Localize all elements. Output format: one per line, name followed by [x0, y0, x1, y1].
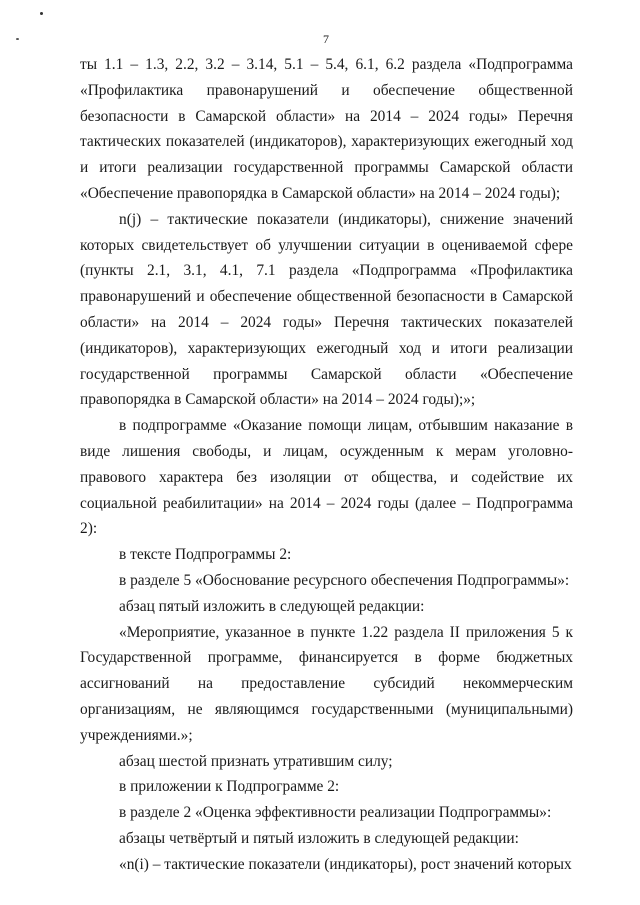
- document-body: [80, 52, 573, 878]
- paragraph-clauses-4-5: абзацы четвёртый и пятый изложить в следующей редакции:: [119, 829, 519, 847]
- paragraph-measure-quote: «Мероприятие, указанное в пункте 1.22 раздела II приложения 5 к Государственной программе, финансируется в форме бюджетных ассигнований на предоставление субсидий некоммерческим организациям, не являющимся государственными (муниципальными) учреждениями.»;: [80, 623, 573, 744]
- paragraph-sixth-clause-void: абзац шестой признать утратившим силу;: [119, 752, 393, 770]
- paragraph-nj-definition: n(j) – тактические показатели (индикаторы), снижение значений которых свидетельствует об улучшении ситуации в оцениваемой сфере (пункты 2.1, 3.1, 4.1, 7.1 раздела «Подпрограмма «Профилактика правонарушений и обеспечение общественной безопасности в Самарской области» на 2014 – 2024 годы» Перечня тактических показателей (индикаторов), характеризующих ежегодный ход и итоги реализации государственной программы Самарской области «Обеспечение правопорядка в Самарской области» на 2014 – 2024 годы);»;: [80, 210, 573, 409]
- paragraph-fifth-clause: абзац пятый изложить в следующей редакции:: [119, 597, 425, 615]
- paragraph-continuation: ты 1.1 – 1.3, 2.2, 3.2 – 3.14, 5.1 – 5.4, 6.1, 6.2 раздела «Подпрограмма «Профилактика правонарушений и обеспечение общественной безопасности в Самарской области» на 2014 – 2024 годы» Перечня тактических показателей (индикаторов), характеризующих ежегодный ход и итоги реализации государственной программы Самарской области «Обеспечение правопорядка в Самарской области» на 2014 – 2024 годы);: [80, 56, 573, 202]
- scan-speck: [40, 12, 43, 15]
- paragraph-subprogram-2-intro: в подпрограмме «Оказание помощи лицам, отбывшим наказание в виде лишения свободы, и лицам, осужденным к мерам уголовно-правового характера без изоляции от общества, и содействие их социальной реабилитации» на 2014 – 2024 годы (далее – Подпрограмма 2):: [80, 417, 573, 538]
- page-number: 7: [323, 32, 329, 46]
- paragraph-text-subprogram-2: в тексте Подпрограммы 2:: [119, 546, 292, 564]
- paragraph-section-2: в разделе 2 «Оценка эффективности реализации Подпрограммы»:: [119, 804, 552, 822]
- paragraph-ni-definition: «n(i) – тактические показатели (индикаторы), рост значений которых: [119, 855, 572, 873]
- paragraph-section-5: в разделе 5 «Обоснование ресурсного обеспечения Подпрограммы»:: [119, 571, 570, 589]
- paragraph-appendix: в приложении к Подпрограмме 2:: [119, 778, 340, 796]
